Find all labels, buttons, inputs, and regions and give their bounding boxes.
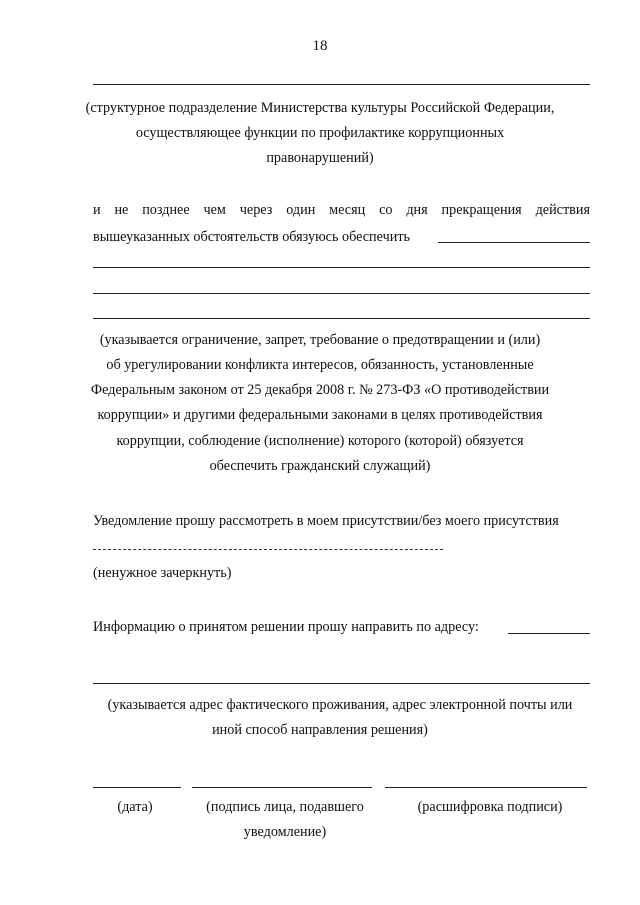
hint-address-line-2: иной способ направления решения) xyxy=(212,722,428,738)
hint-obligation-line-3: Федеральным законом от 25 декабря 2008 г. № 273-ФЗ «О противодействии xyxy=(90,382,550,398)
blank-line-obligation-2 xyxy=(93,293,590,294)
blank-line-obligation-1 xyxy=(93,267,590,268)
page-number: 18 xyxy=(312,38,328,54)
hint-department-line-2: осуществляющее функции по профилактике коррупционных xyxy=(135,125,505,141)
hint-department-line-3: правонарушений) xyxy=(266,150,374,166)
hint-obligation-line-6: обеспечить гражданский служащий) xyxy=(209,458,431,474)
hint-obligation-line-5: коррупции, соблюдение (исполнение) которого (которой) обязуется xyxy=(116,433,524,449)
signature-label-line-2: уведомление) xyxy=(243,824,327,840)
blank-line-department xyxy=(93,84,590,85)
presence-request-text: Уведомление прошу рассмотреть в моем присутствии/без моего присутствия xyxy=(93,513,559,529)
date-label: (дата) xyxy=(117,799,153,815)
hint-department-line-1: (структурное подразделение Министерства культуры Российской Федерации, xyxy=(85,100,555,116)
blank-line-date xyxy=(93,787,181,788)
signature-label-line-1: (подпись лица, подавшего xyxy=(206,799,364,815)
obligation-text-line-2: вышеуказанных обстоятельств обязуюсь обеспечить xyxy=(93,229,410,245)
blank-line-signature xyxy=(192,787,372,788)
strike-out-note: (ненужное зачеркнуть) xyxy=(93,565,232,581)
blank-line-obligation-inline xyxy=(438,242,590,243)
signature-decode-label: (расшифровка подписи) xyxy=(417,799,563,815)
blank-line-obligation-3 xyxy=(93,318,590,319)
blank-line-signature-decode xyxy=(385,787,587,788)
blank-line-address-inline xyxy=(508,633,590,634)
hint-address-line-1: (указывается адрес фактического проживания, адрес электронной почты или xyxy=(107,697,573,713)
hint-obligation-line-4: коррупции» и другими федеральными законами в целях противодействия xyxy=(97,407,543,423)
presence-dashed-line xyxy=(93,549,443,550)
hint-obligation-line-1: (указывается ограничение, запрет, требование о предотвращении и (или) xyxy=(99,332,541,348)
obligation-text-line-1: и не позднее чем через один месяц со дня прекращения действия xyxy=(93,202,590,218)
blank-line-address xyxy=(93,683,590,684)
address-request-text: Информацию о принятом решении прошу направить по адресу: xyxy=(93,619,479,635)
hint-obligation-line-2: об урегулировании конфликта интересов, обязанность, установленные xyxy=(106,357,534,373)
